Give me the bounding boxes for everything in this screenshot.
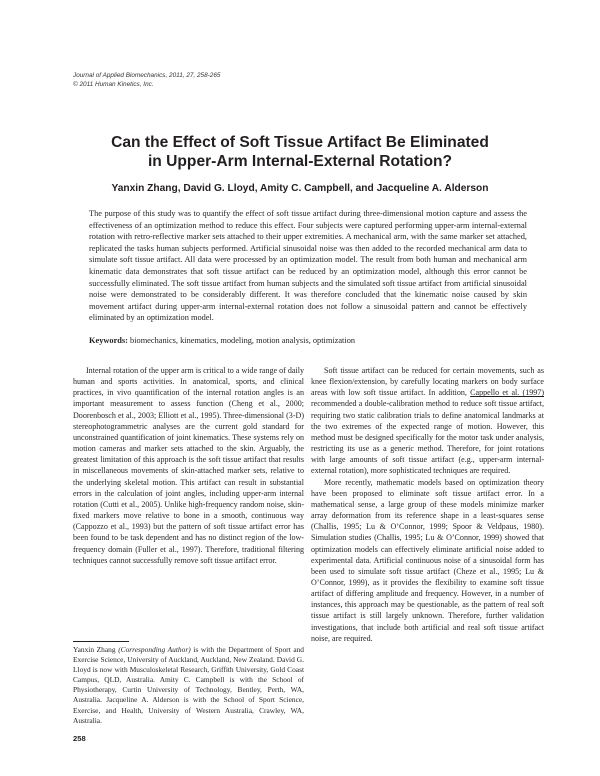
footnote-author-name: Yanxin Zhang	[73, 645, 116, 654]
keywords-label: Keywords:	[89, 336, 128, 345]
right-column	[311, 365, 544, 644]
title-line-2: in Upper-Arm Internal-External Rotation?	[147, 153, 453, 170]
right-p1-after: recommended a double-calibration method to reduce soft tissue artifact, requiring two static calibration trials to define anatomical landmarks at the two extremes of the expected range of motion. However, this method must be designed specifically for the motor task under analysis, restricting its use as a generic method. Therefore, for joint rotations with large amounts of soft tissue artifact (e.g., upper-arm internal-external rotation), more sophisticated techniques are required.	[311, 399, 544, 476]
right-p1-before: Soft tissue artifact can be reduced for certain movements, such as knee flexion/extension, by carefully locating markers on body surface areas with low soft tissue artifact. In addition,	[311, 366, 544, 398]
footnote-divider	[73, 641, 129, 642]
abstract-text: The purpose of this study was to quantify the effect of soft tissue artifact during three-dimensional motion capture and assess the effectiveness of an optimization method to reduce this effect. Four subjects were captured performing upper-arm internal-external rotation with retro-reflective marker sets attached to their upper extremities. A mechanical arm, with the same marker set attached, replicated the tasks human subjects performed. Artificial sinusoidal noise was then added to the recorded mechanical arm data to simulate soft tissue artifact. All data were processed by an optimization model. The result from both human and mechanical arm kinematic data demonstrates that soft tissue artifact can be reduced by an optimization model, although this error cannot be successfully eliminated. The soft tissue artifact from human subjects and the simulated soft tissue artifact from artificial sinusoidal noise were demonstrated to be considerably different. It was therefore concluded that the kinematic noise caused by skin movement artifact during upper-arm internal-external rotation does not follow a sinusoidal pattern and cannot be effectively eliminated by an optimization model.	[89, 209, 527, 323]
page-number: 258	[73, 734, 86, 743]
author-affiliation-footnote	[73, 645, 304, 726]
journal-header	[73, 72, 373, 89]
left-column	[73, 365, 304, 566]
keywords	[89, 335, 527, 346]
copyright-notice: © 2011 Human Kinetics, Inc.	[73, 80, 154, 88]
footnote-corresponding-label: (Corresponding Author)	[118, 645, 191, 654]
citation-link-cappello[interactable]: Cappello et al. (1997)	[470, 388, 545, 398]
abstract	[89, 208, 527, 324]
left-paragraph-1: Internal rotation of the upper arm is critical to a wide range of daily human and sports activities. In anatomical, sports, and clinical practices, in vivo quantification of the internal rotation angles is an important measurement to assess function (Cheng et al., 2000; Doorenbosch et al., 2003; Elliott et al., 1995). Three-dimensional (3-D) stereophotogrammetric analyses are the current gold standard for unconstrained quantification of joint kinematics. These systems rely on motion cameras and marker sets attached to the skin. Arguably, the greatest limitation of this approach is the soft tissue artifact that results in miscellaneous movements of skin-attached marker sets, relative to the underlying skeletal motion. This artifact can result in substantial errors in the calculation of joint angles, including upper-arm internal rotation (Cutti et al., 2005). Unlike high-frequency random noise, skin-fixed markers move relative to bone in a smooth, continuous way (Cappozzo et al., 1993) but the pattern of soft tissue artifact error has been found to be task dependent and has no distinct region of the low-frequency domain (Fuller et al., 1997). Therefore, traditional filtering techniques cannot successfully remove soft tissue artifact error.	[73, 366, 304, 565]
right-paragraph-2: More recently, mathematic models based on optimization theory have been proposed to eliminate soft tissue artifact error. In a mathematical sense, a large group of these models minimize marker array deformation from its reference shape in a least-squares sense (Challis, 1995; Lu & O’Connor, 1999; Spoor & Veldpaus, 1980). Simulation studies (Challis, 1995; Lu & O’Connor, 1999) showed that optimization models can effectively eliminate artificial noise added to experimental data. Artificial continuous noise of a sinusoidal form has been used to simulate soft tissue artifact (Cheze et al., 1995; Lu & O’Connor, 1999), as it provides the flexibility to examine soft tissue artifact of differing amplitude and frequency. However, in a number of instances, this approach may be questionable, as the pattern of real soft tissue artifact is still largely unknown. Therefore, further validation investigations, that include both artificial and real soft tissue artifact noise, are required.	[311, 477, 544, 643]
author-list: Yanxin Zhang, David G. Lloyd, Amity C. Campbell, and Jacqueline A. Alderson	[111, 183, 489, 194]
article-title	[40, 133, 560, 171]
right-paragraph-1	[311, 365, 544, 477]
footnote-affiliation-text: is with the Department of Sport and Exercise Science, University of Auckland, Auckland, New Zealand. David G. Lloyd is now with Musculoskeletal Research, Griffith University, Gold Coast Campus, QLD, Australia. Amity C. Campbell is with the School of Physiotherapy, Curtin University of Technology, Bentley, Perth, WA, Australia. Jacqueline A. Alderson is with the School of Sport Science, Exercise, and Health, University of Western Australia, Crawley, WA, Australia.	[73, 645, 304, 725]
keywords-text: biomechanics, kinematics, modeling, motion analysis, optimization	[130, 336, 356, 345]
journal-citation: Journal of Applied Biomechanics, 2011, 27, 258-265	[73, 72, 221, 79]
title-line-1: Can the Effect of Soft Tissue Artifact Be Eliminated	[111, 134, 489, 151]
